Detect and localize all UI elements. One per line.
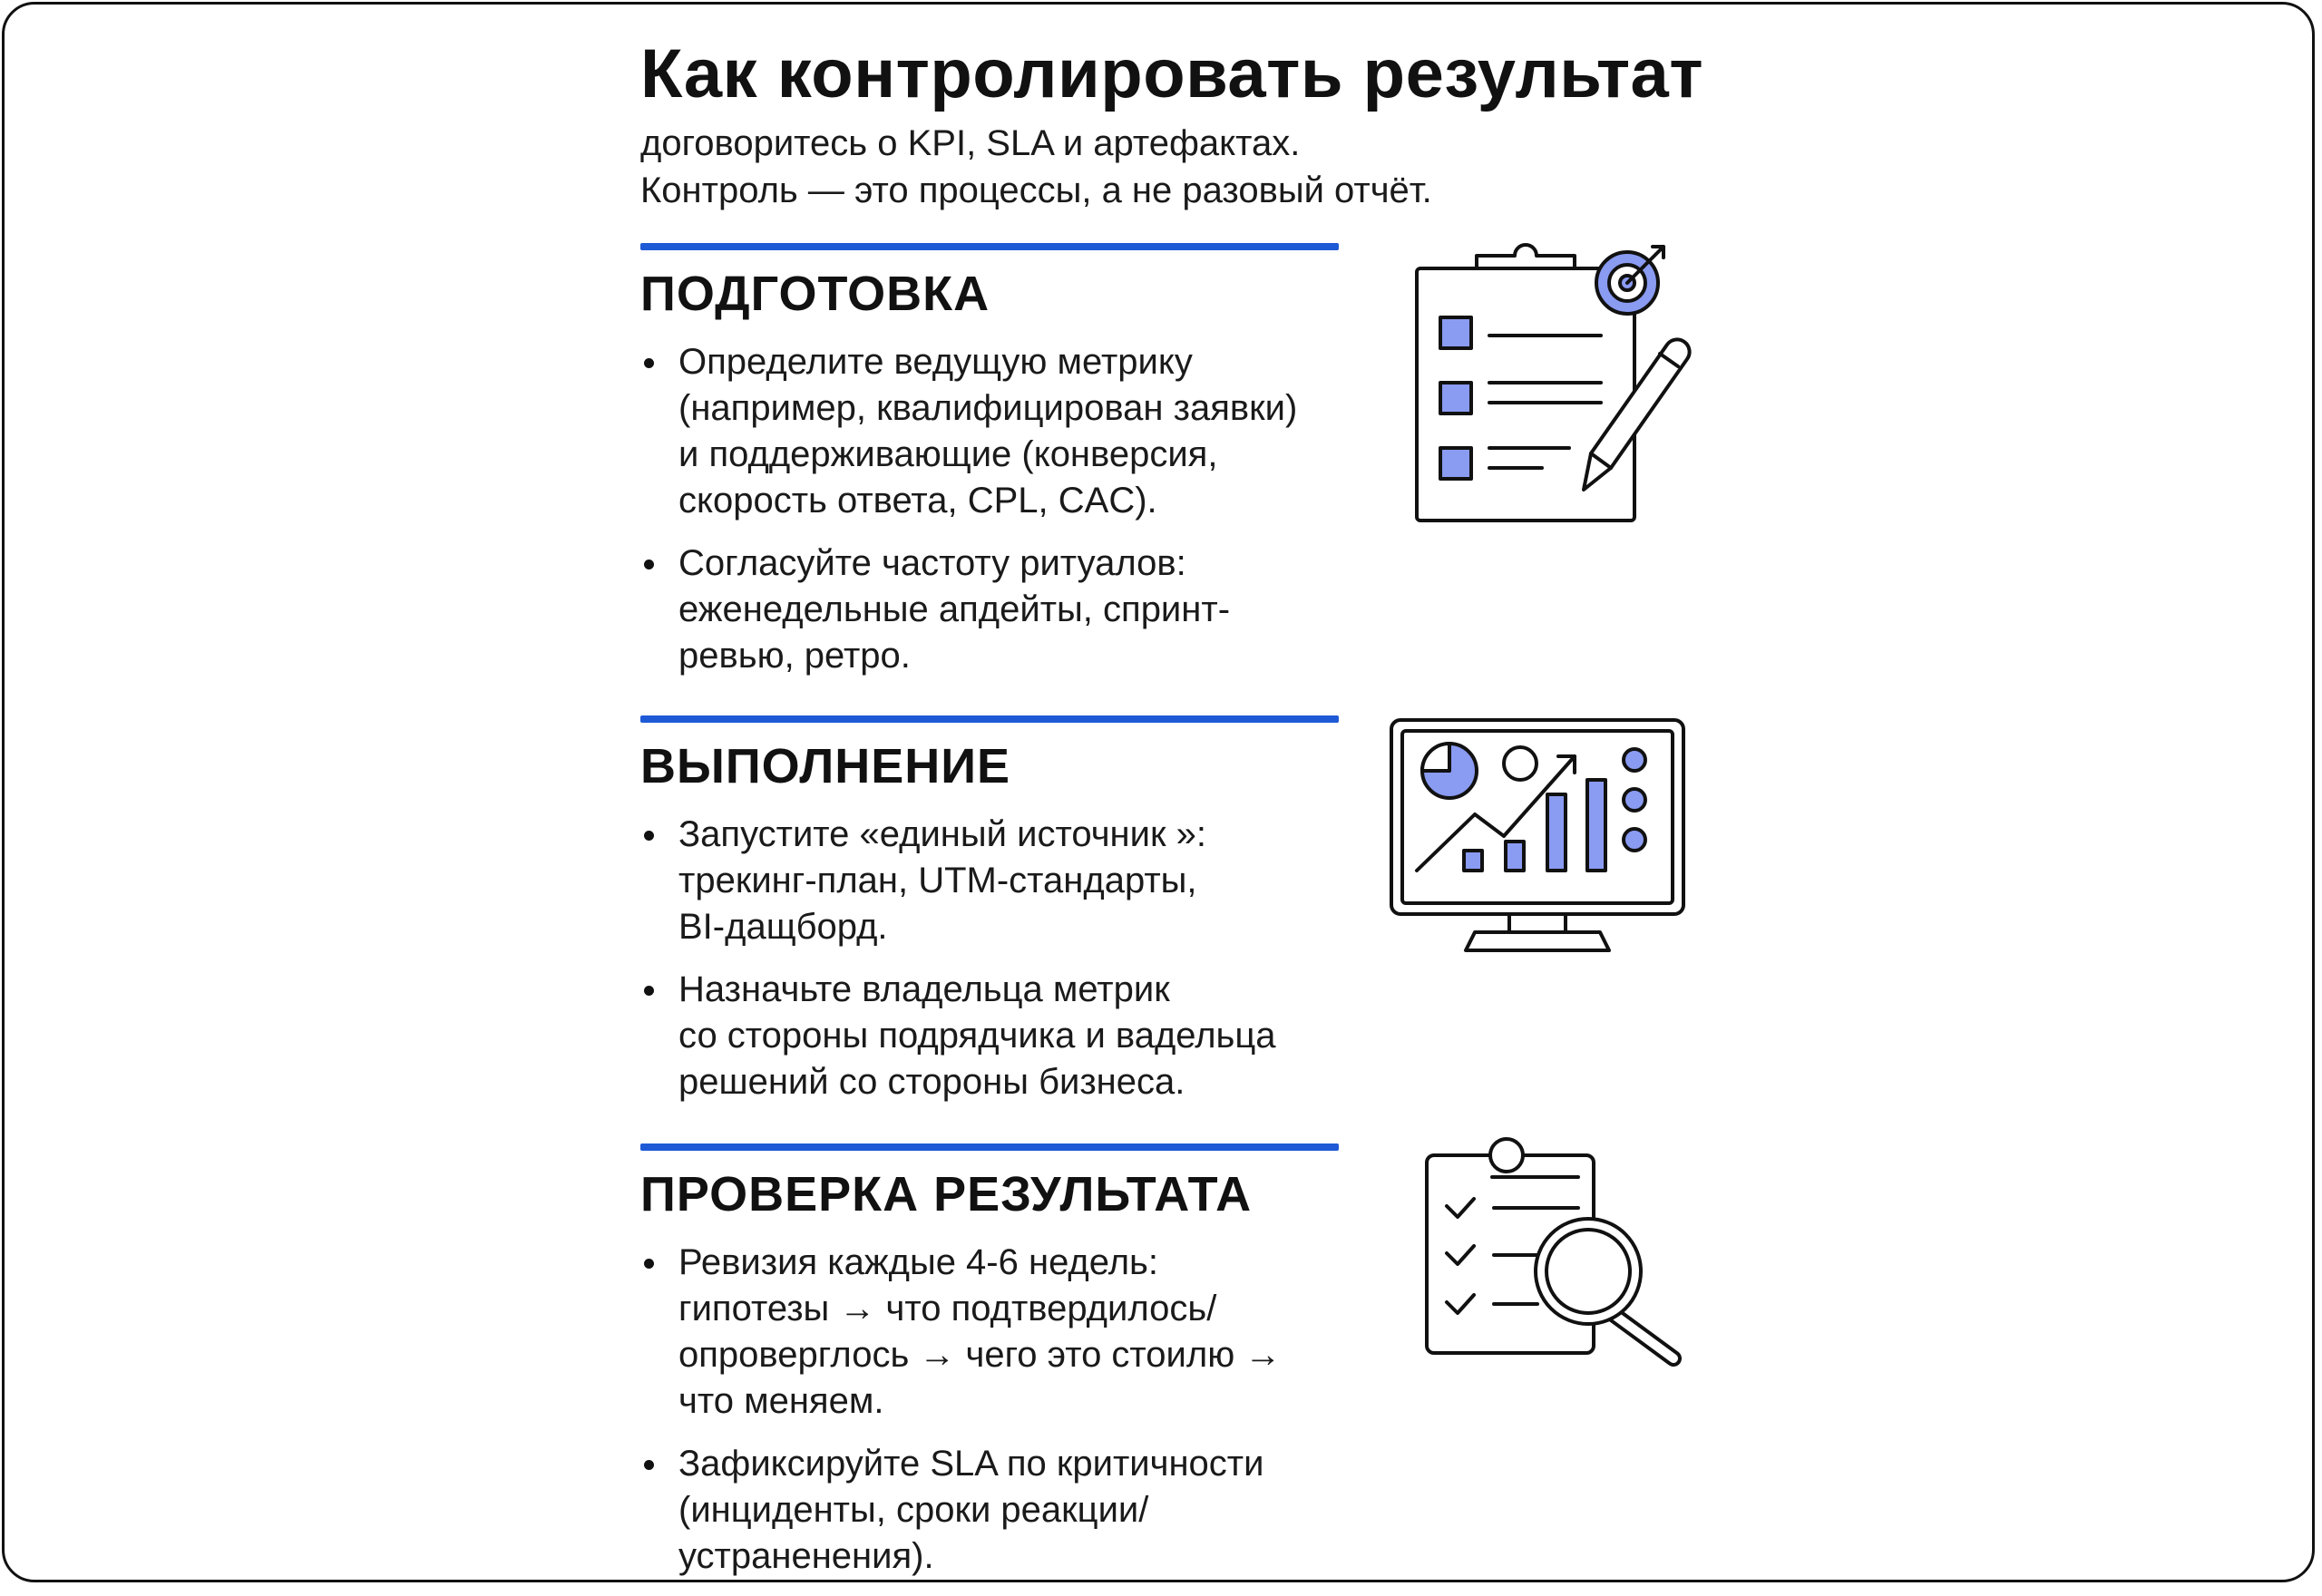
bullet-item: Назначьте владельца метрик со стороны подрядчика и вадельца решений со стороны бизнеса. bbox=[640, 967, 1357, 1105]
bullet-item: Согласуйте частоту ритуалов: еженедельные апдейты, спринт- ревью, ретро. bbox=[640, 540, 1357, 679]
bullet-item: Зафиксируйте SLA по критичности (инциденты, сроки реакции/устраненения). bbox=[640, 1441, 1357, 1580]
section-divider bbox=[640, 243, 1339, 250]
bullet-list bbox=[640, 1240, 1357, 1580]
page-title: Как контролировать результат bbox=[640, 35, 1704, 112]
bullet-list bbox=[640, 339, 1357, 679]
bullet-item: Ревизия каждые 4-6 недель: гипотезы → что подтвердилось/ опроверглось → чего это стоилю → что меняем. bbox=[640, 1240, 1357, 1425]
section-divider bbox=[640, 1143, 1339, 1151]
subtitle-line-1: договоритесь о KPI, SLA и артефактах. bbox=[640, 123, 1301, 163]
bullet-item: Запустите «единый источник »: трекинг-план, UTM-стандарты, BI-дащборд. bbox=[640, 812, 1357, 950]
clipboard-target-pencil-icon bbox=[1406, 238, 1696, 528]
section-heading: ПОДГОТОВКА bbox=[640, 267, 990, 321]
section-heading: ПРОВЕРКА РЕЗУЛЬТАТА bbox=[640, 1167, 1253, 1221]
subtitle-line-2: Контроль — это процессы, а не разовый отчёт. bbox=[640, 170, 1432, 210]
infographic bbox=[640, 29, 1711, 1576]
monitor-dashboard-icon bbox=[1388, 716, 1687, 957]
section-heading: ВЫПОЛНЕНИЕ bbox=[640, 739, 1011, 793]
checklist-magnifier-icon bbox=[1420, 1132, 1692, 1367]
bullet-list bbox=[640, 812, 1357, 1105]
section-divider bbox=[640, 715, 1339, 723]
bullet-item: Определите ведущую метрику (например, квалифицирован заявки) и поддерживающие (конверсия, скорость ответа, CPL, CAC). bbox=[640, 339, 1357, 524]
